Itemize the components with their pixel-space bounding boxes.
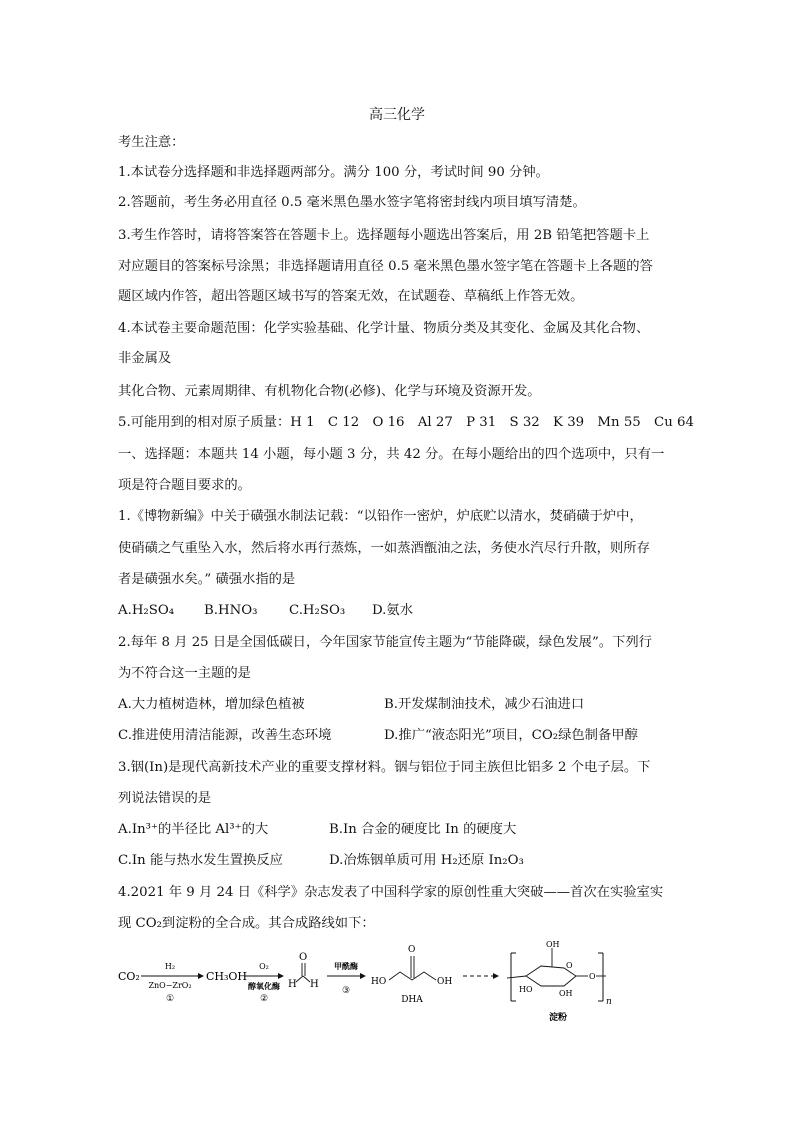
notice-line-8: 其化合物、元素周期律、有机物化合物(必修)、化学与环境及资源开发。 bbox=[118, 384, 541, 399]
q1-option-a: A.H₂SO₄ bbox=[118, 603, 175, 618]
dha-ho: HO bbox=[371, 977, 387, 987]
q4-stem-1: 4.2021 年 9 月 24 日《科学》杂志发表了中国科学家的原创性重大突破——首次在实验室实 bbox=[118, 885, 664, 900]
notice-line-1: 1.本试卷分选择题和非选择题两部分。满分 100 分，考试时间 90 分钟。 bbox=[118, 165, 549, 180]
q2-option-c: C.推进使用清洁能源，改善生态环境 bbox=[118, 728, 332, 743]
starch-ho: HO bbox=[519, 985, 533, 994]
dha-label: DHA bbox=[401, 995, 423, 1005]
q3-stem-1: 3.铟(In)是现代高新技术产业的重要支撑材料。铟与铝位于同主族但比铝多 2 个电子层。下 bbox=[118, 760, 651, 775]
starch-oh-bottom: OH bbox=[559, 989, 573, 998]
starch-link-o: O bbox=[589, 972, 596, 981]
q3-option-a: A.In³⁺的半径比 Al³⁺的大 bbox=[118, 822, 269, 837]
formaldehyde-o: O bbox=[299, 952, 308, 963]
q1-option-c: C.H₂SO₃ bbox=[289, 603, 346, 618]
q2-stem-2: 为不符合这一主题的是 bbox=[118, 666, 251, 681]
q3-stem-2: 列说法错误的是 bbox=[118, 791, 212, 806]
q3-option-c: C.In 能与热水发生置换反应 bbox=[118, 853, 283, 868]
notice-line-9: 5.可能用到的相对原子质量：H 1 C 12 O 16 Al 27 P 31 S 32 K 39 Mn 55 Cu 64 bbox=[118, 415, 694, 430]
arrow-3-head bbox=[360, 973, 366, 979]
q3-option-d: D.冶炼铟单质可用 H₂还原 In₂O₃ bbox=[329, 853, 524, 868]
o2-label: O₂ bbox=[259, 962, 269, 971]
co2-label: CO₂ bbox=[118, 970, 140, 983]
section-heading-1: 一、选择题：本题共 14 小题，每小题 3 分，共 42 分。在每小题给出的四个选项中，只有一 bbox=[118, 447, 665, 462]
q2-stem-1: 2.每年 8 月 25 日是全国低碳日，今年国家节能宣传主题为“节能降碳，绿色发展”。下列行 bbox=[118, 635, 652, 650]
q2-option-b: B.开发煤制油技术，减少石油进口 bbox=[384, 697, 585, 712]
starch-oh-top: OH bbox=[546, 940, 560, 949]
h2-label: H₂ bbox=[164, 962, 176, 971]
q1-option-d: D.氨水 bbox=[372, 603, 414, 618]
q2-option-d: D.推广“液态阳光”项目，CO₂绿色制备甲醇 bbox=[384, 728, 638, 743]
synthesis-scheme bbox=[118, 938, 618, 1024]
q1-stem-1: 1.《博物新编》中关于磺强水制法记载：“以铅作一密炉，炉底贮以清水，焚硝磺于炉中， bbox=[118, 509, 643, 524]
starch-label: 淀粉 bbox=[548, 1013, 568, 1023]
methanol-label: CH₃OH bbox=[206, 970, 248, 983]
dha-oh: OH bbox=[437, 977, 453, 987]
bond-ch-right bbox=[303, 976, 310, 982]
q3-option-b: B.In 合金的硬度比 In 的硬度大 bbox=[329, 822, 517, 837]
notice-line-2: 2.答题前，考生务必用直径 0.5 毫米黑色墨水签字笔将密封线内项目填写清楚。 bbox=[118, 195, 586, 210]
dha-skeleton bbox=[389, 972, 436, 980]
catalyst-2-label: 醇氧化酶 bbox=[248, 981, 280, 991]
notice-header: 考生注意： bbox=[118, 135, 185, 150]
step-3-label: ③ bbox=[341, 986, 351, 996]
arrow-2-head bbox=[278, 973, 284, 979]
notice-line-6: 4.本试卷主要命题范围：化学实验基础、化学计量、物质分类及其变化、金属及其化合物、 bbox=[118, 321, 650, 336]
notice-line-3: 3.考生作答时，请将答案答在答题卡上。选择题每小题选出答案后，用 2B 铅笔把答题卡上 bbox=[118, 228, 650, 243]
formaldehyde-h-left: H bbox=[288, 979, 297, 990]
formaldehyde-h-right: H bbox=[310, 979, 319, 990]
catalyst-1-label: ZnO−ZrO₂ bbox=[148, 981, 192, 990]
starch-ring-o: O bbox=[566, 961, 573, 970]
catalyst-3-label: 甲酰酶 bbox=[334, 961, 358, 971]
dha-o: O bbox=[408, 945, 416, 955]
section-heading-2: 项是符合题目要求的。 bbox=[118, 478, 251, 493]
q2-option-a: A.大力植树造林，增加绿色植被 bbox=[118, 697, 305, 712]
notice-line-5: 题区域内作答，超出答题区域书写的答案无效，在试题卷、草稿纸上作答无效。 bbox=[118, 289, 584, 304]
bond-ch-left bbox=[296, 976, 303, 982]
page-title: 高三化学 bbox=[369, 107, 425, 123]
q1-option-b: B.HNO₃ bbox=[204, 603, 258, 618]
repeat-n: n bbox=[606, 997, 612, 1007]
bond-link-left bbox=[507, 976, 526, 978]
step-1-label: ① bbox=[165, 994, 175, 1004]
q4-stem-2: 现 CO₂到淀粉的全合成。其合成路线如下： bbox=[118, 916, 375, 931]
q1-stem-3: 者是磺强水矣。” 磺强水指的是 bbox=[118, 572, 296, 587]
q1-stem-2: 使硝磺之气重坠入水，然后将水再行蒸炼，一如蒸酒甑油之法，务使水汽尽行升散，则所存 bbox=[118, 541, 650, 556]
notice-line-4: 对应题目的答案标号涂黑；非选择题请用直径 0.5 毫米黑色墨水签字笔在答题卡上各题的答 bbox=[118, 259, 653, 274]
arrow-4-head bbox=[493, 973, 499, 979]
step-2-label: ② bbox=[259, 994, 269, 1004]
notice-line-7: 非金属及 bbox=[118, 351, 172, 366]
arrow-1-head bbox=[198, 973, 204, 979]
